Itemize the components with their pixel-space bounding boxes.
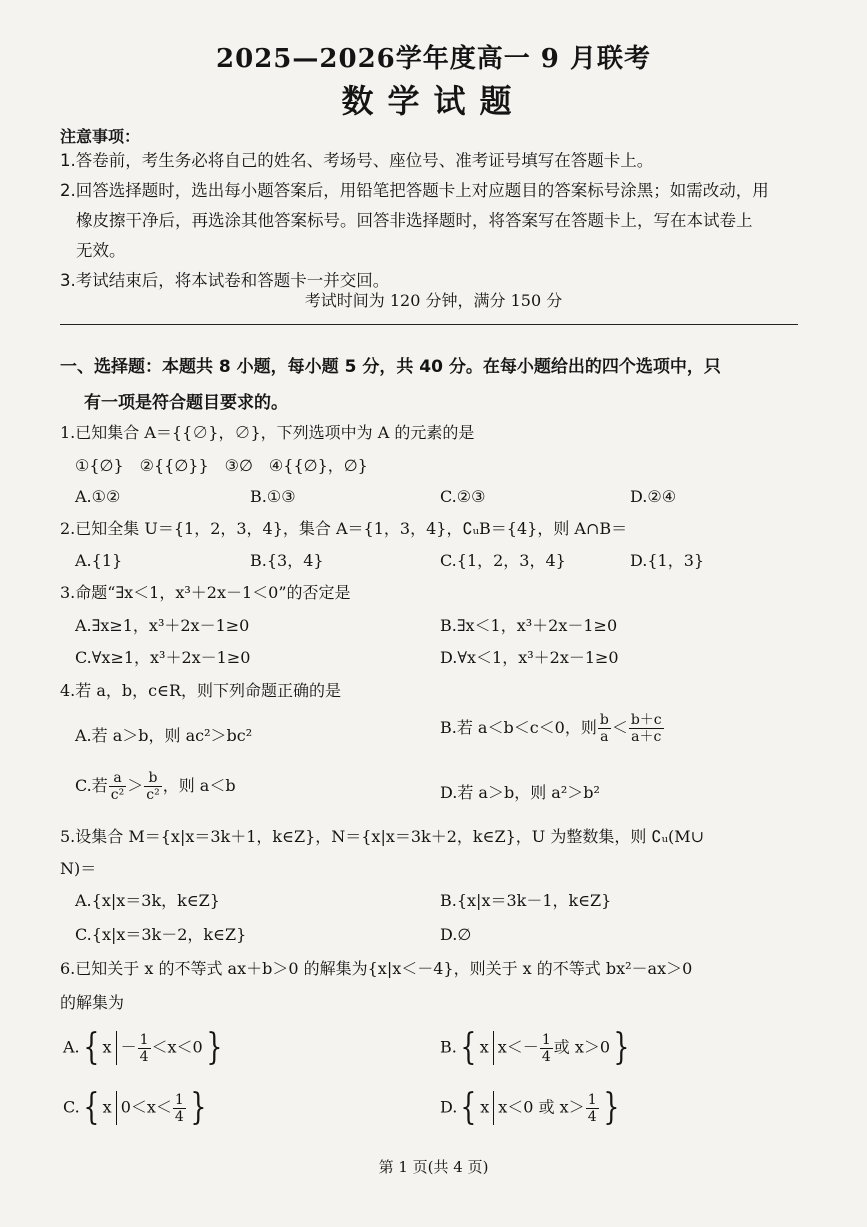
fraction: $\frac{b}{\text{c²}}$ <box>146 770 160 803</box>
notice-item-2-line1: 2.回答选择题时，选出每小题答案后，用铅笔把答题卡上对应题目的答案标号涂黑；如需改动，用 <box>60 181 769 200</box>
q2-option-c: C.{1，2，3，4} <box>440 551 566 570</box>
q5-option-c: C.{x|x＝3k－2，k∈Z} <box>75 925 247 944</box>
notice-heading: 注意事项： <box>60 127 141 146</box>
question-6-stem-line1: 6.已知关于 x 的不等式 ax＋b＞0 的解集为{x|x＜－4}，则关于 x 的不等式 bx²－ax＞0 <box>60 959 693 978</box>
fraction: $\frac{a}{\text{c²}}$ <box>110 770 125 803</box>
question-5-stem-line2: N)＝ <box>60 859 97 878</box>
q3-option-b: B.∃x＜1，x³＋2x－1≥0 <box>440 616 618 635</box>
question-5-stem-line1: 5.设集合 M＝{x|x＝3k＋1，k∈Z}，N＝{x|x＝3k＋2，k∈Z}，U 为整数集，则 ∁ᵤ(M∪ <box>60 827 705 846</box>
q1-option-a: A.①② <box>75 487 121 506</box>
fraction: $\frac{b+c}{a+c}$ <box>630 712 662 745</box>
q1-option-c: C.②③ <box>440 487 486 506</box>
fraction: $\frac{1}{4}$ <box>587 1091 597 1125</box>
q1-option-b: B.①③ <box>250 487 296 506</box>
q2-option-d: D.{1，3} <box>630 551 705 570</box>
q3-option-c: C.∀x≥1，x³＋2x－1≥0 <box>75 648 251 667</box>
fraction: $\frac{1}{4}$ <box>541 1031 551 1065</box>
exam-title: 2025—2026学年度高一 9 月联考 <box>216 44 651 74</box>
question-1-choices: ①{∅} ②{{∅}} ③∅ ④{{∅}，∅} <box>75 456 368 475</box>
notice-item-1: 1.答卷前，考生务必将自己的姓名、考场号、座位号、准考证号填写在答题卡上。 <box>60 151 654 170</box>
question-6-stem-line2: 的解集为 <box>60 993 125 1012</box>
subject-title: 数学试题 <box>341 82 526 120</box>
fraction: $\frac{1}{4}$ <box>139 1031 149 1065</box>
question-1-stem: 1.已知集合 A＝{{∅}，∅}，下列选项中为 A 的元素的是 <box>60 423 475 442</box>
notice-item-2-line3: 无效。 <box>76 241 126 260</box>
section-heading-line2: 有一项是符合题目要求的。 <box>84 393 288 413</box>
q4-option-b: B.若 a＜b＜c＜0，则 $\frac{b}{a}$ ＜ $\frac{b+c}{a+c}$ <box>440 712 662 745</box>
q3-option-d: D.∀x＜1，x³＋2x－1≥0 <box>440 648 619 667</box>
question-2-stem: 2.已知全集 U＝{1，2，3，4}，集合 A＝{1，3，4}，∁ᵤB＝{4}，则 A∩B＝ <box>60 519 628 538</box>
q5-option-a: A.{x|x＝3k，k∈Z} <box>75 891 220 910</box>
q1-option-d: D.②④ <box>630 487 677 506</box>
q3-option-a: A.∃x≥1，x³＋2x－1≥0 <box>75 616 250 635</box>
q2-option-b: B.{3，4} <box>250 551 324 570</box>
q4-option-d: D.若 a＞b，则 a²＞b² <box>440 783 600 802</box>
q5-option-d: D.∅ <box>440 925 472 944</box>
q5-option-b: B.{x|x＝3k－1，k∈Z} <box>440 891 612 910</box>
q6-option-a: A.{ x － $\frac{1}{4}$ ＜x＜0} <box>63 1027 223 1068</box>
section-heading-line1: 一、选择题：本题共 8 小题，每小题 5 分，共 40 分。在每小题给出的四个选项中，只 <box>60 357 721 377</box>
fraction: $\frac{b}{a}$ <box>599 712 609 745</box>
q4-option-c: C.若 $\frac{a}{\text{c²}}$ ＞ $\frac{b}{\text{c²}}$ ，则 a＜b <box>75 770 236 803</box>
divider-line <box>60 324 798 325</box>
q4-option-a: A.若 a＞b，则 ac²＞bc² <box>75 726 253 745</box>
q6-option-d: D.{ x x＜0 或 x＞ $\frac{1}{4}$ } <box>440 1087 620 1128</box>
exam-time-info: 考试时间为 120 分钟，满分 150 分 <box>304 291 563 310</box>
question-4-stem: 4.若 a，b，c∈R，则下列命题正确的是 <box>60 681 341 700</box>
notice-item-2-line2: 橡皮擦干净后，再选涂其他答案标号。回答非选择题时，将答案写在答题卡上，写在本试卷上 <box>76 211 753 230</box>
q6-option-c: C.{ x 0＜x＜ $\frac{1}{4}$ } <box>63 1087 207 1128</box>
q6-option-b: B.{ x x＜－ $\frac{1}{4}$ 或 x＞0} <box>440 1027 630 1068</box>
page-number: 第 1 页(共 4 页) <box>378 1158 489 1176</box>
notice-item-3: 3.考试结束后，将本试卷和答题卡一并交回。 <box>60 271 390 290</box>
question-3-stem: 3.命题“∃x＜1，x³＋2x－1＜0”的否定是 <box>60 583 351 602</box>
q2-option-a: A.{1} <box>75 551 123 570</box>
fraction: $\frac{1}{4}$ <box>174 1091 184 1125</box>
